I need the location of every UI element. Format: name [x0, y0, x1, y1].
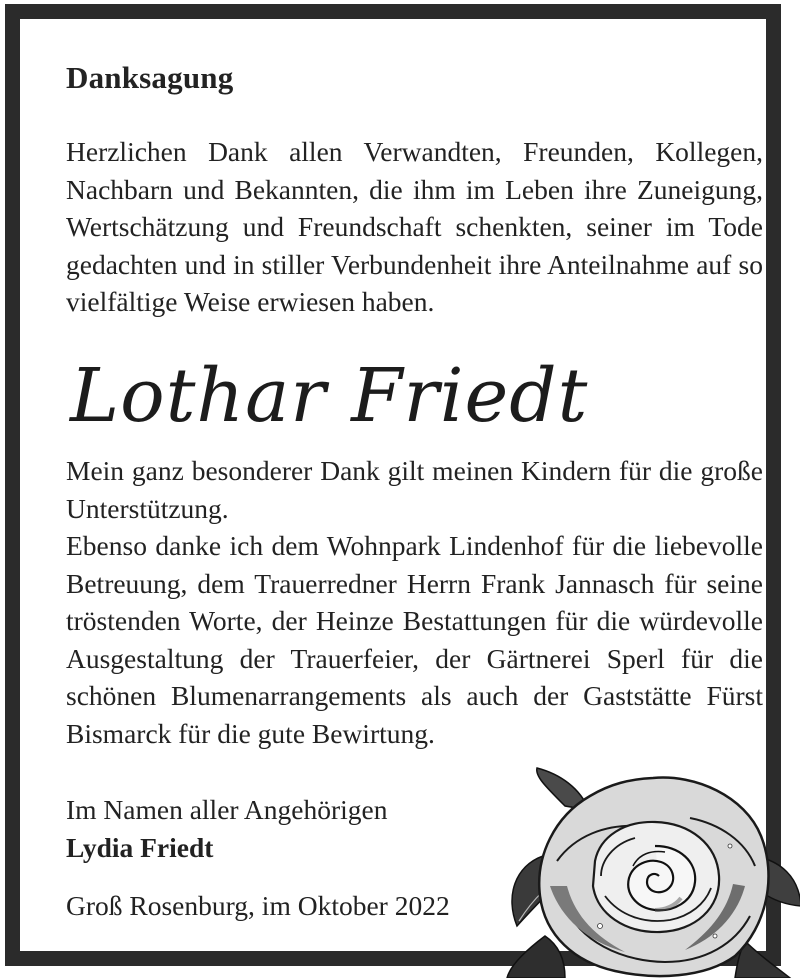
signature-line: Im Namen aller Angehörigen [66, 794, 388, 825]
notice-content [66, 59, 766, 921]
place-date: Groß Rosenburg, im Oktober 2022 [66, 890, 450, 921]
intro-paragraph: Herzlichen Dank allen Verwandten, Freunden, Kollegen, Nachbarn und Bekannten, die ihm im Leben ihre Zuneigung, Wertschätzung und Freundschaft schenkten, seiner im Tode gedachten und in stiller Verbundenheit ihre Anteilnahme auf so vielfältige Weise erwiesen haben. [66, 136, 763, 317]
deceased-name: Lothar Friedt [70, 353, 589, 439]
signer-name: Lydia Friedt [66, 831, 214, 863]
thanks-others-paragraph: Ebenso danke ich dem Wohnpark Lindenhof für die liebevolle Betreuung, dem Trauerredner Herrn Frank Jannasch für seine tröstenden Worte, der Heinze Bestattungen für die würdevolle Ausgestaltung der Trauerfeier, der Gärtnerei Sperl für die schönen Blumenarrangements als auch der Gaststätte Fürst Bismarck für die gute Bewirtung. [66, 530, 763, 749]
leaf-bottom-left [507, 936, 565, 978]
thanks-children-paragraph: Mein ganz besonderer Dank gilt meinen Kindern für die große Unterstützung. [66, 455, 763, 524]
signature-block [66, 791, 388, 866]
rose-illustration [505, 766, 800, 978]
heading: Danksagung [66, 60, 234, 95]
